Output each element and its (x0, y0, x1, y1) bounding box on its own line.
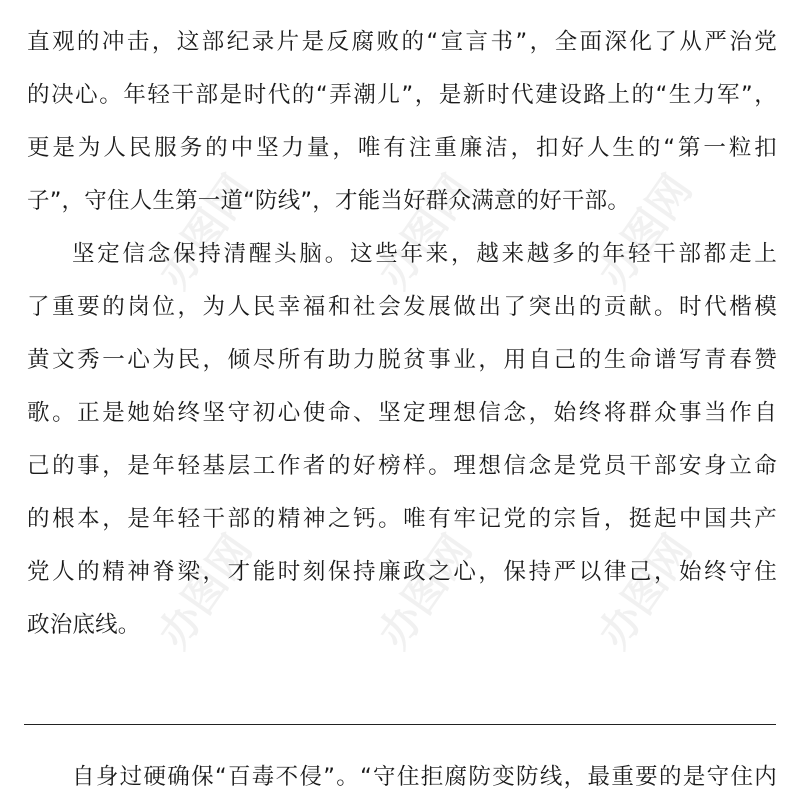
watermark: 办图网 (588, 525, 702, 658)
watermark: 办图网 (368, 165, 482, 298)
paragraph-line: 己的事，是年轻基层工作者的好榜样。理想信念是党员干部安身立命 (27, 453, 777, 479)
paragraph-line: 了重要的岗位，为人民幸福和社会发展做出了突出的贡献。时代楷模 (27, 294, 777, 320)
paragraph-line: 自身过硬确保“百毒不侵”。“守住拒腐防变防线，最重要的是守住内 (72, 764, 777, 790)
paragraph-line: 的决心。年轻干部是时代的“弄潮儿”，是新时代建设路上的“生力军”， (27, 82, 777, 108)
watermark: 办图网 (148, 525, 262, 658)
paragraph-line: 坚定信念保持清醒头脑。这些年来，越来越多的年轻干部都走上 (72, 241, 777, 267)
paragraph-line: 政治底线。 (27, 612, 141, 638)
watermark: 办图网 (148, 165, 262, 298)
paragraph-line: 歌。正是她始终坚守初心使命、坚定理想信念，始终将群众事当作自 (27, 400, 777, 426)
watermark: 办图网 (588, 165, 702, 298)
paragraph-line: 子”，守住人生第一道“防线”，才能当好群众满意的好干部。 (27, 188, 631, 214)
paragraph-line: 黄文秀一心为民，倾尽所有助力脱贫事业，用自己的生命谱写青春赞 (27, 347, 777, 373)
paragraph-line: 更是为人民服务的中坚力量，唯有注重廉洁，扣好人生的“第一粒扣 (27, 135, 777, 161)
paragraph-line: 党人的精神脊梁，才能时刻保持廉政之心，保持严以律己，始终守住 (27, 559, 777, 585)
paragraph-line: 的根本，是年轻干部的精神之钙。唯有牢记党的宗旨，挺起中国共产 (27, 506, 777, 532)
page-divider (24, 724, 776, 725)
watermark: 办图网 (368, 525, 482, 658)
paragraph-line: 直观的冲击，这部纪录片是反腐败的“宣言书”，全面深化了从严治党 (27, 29, 777, 55)
